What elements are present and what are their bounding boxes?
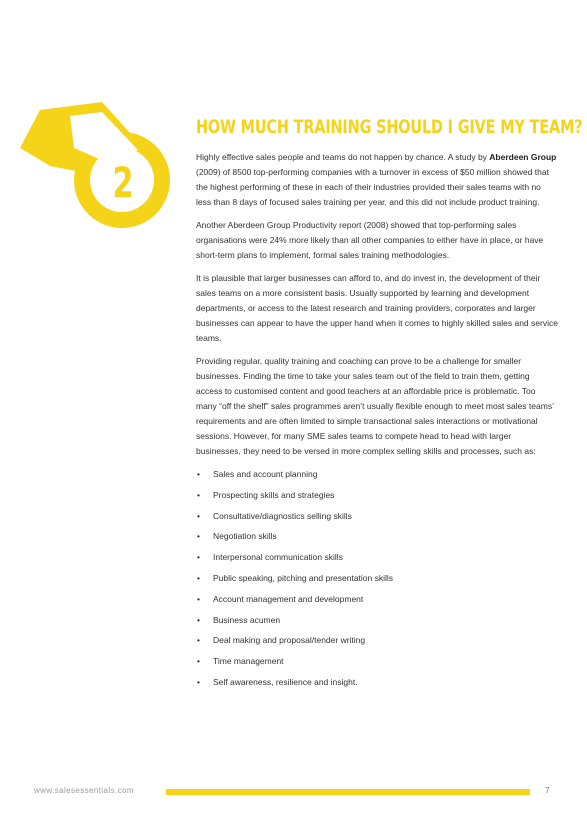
bullet-icon: •: [197, 676, 200, 687]
whistle-icon: [10, 100, 170, 230]
footer-website-link[interactable]: www.salesessentials.com: [34, 786, 134, 795]
section-heading: HOW MUCH TRAINING SHOULD I GIVE MY TEAM?: [196, 117, 583, 138]
bullet-icon: •: [197, 656, 200, 667]
step-number: 2: [112, 157, 134, 208]
list-item: • Prospecting skills and strategies: [196, 488, 558, 509]
paragraph: It is plausible that larger businesses can afford to, and do invest in, the development of their sales teams on a more consistent basis. Usually supported by learning and development departments, or access to the latest research and training providers, corporates and larger businesses can appear to have the upper hand when it comes to highly skilled sales and service teams.: [196, 273, 558, 343]
list-item: • Time management: [196, 654, 558, 675]
list-item: • Business acumen: [196, 613, 558, 634]
list-item: • Public speaking, pitching and presentation skills: [196, 571, 558, 592]
bullet-icon: •: [197, 593, 200, 604]
bullet-icon: •: [197, 489, 200, 500]
bullet-icon: •: [197, 635, 200, 646]
list-item: • Account management and development: [196, 592, 558, 613]
list-item: • Self awareness, resilience and insight.: [196, 675, 558, 696]
list-item: • Deal making and proposal/tender writing: [196, 633, 558, 654]
bullet-icon: •: [197, 552, 200, 563]
list-item: • Sales and account planning: [196, 467, 558, 488]
bullet-icon: •: [197, 469, 200, 479]
page-number: 7: [545, 786, 550, 795]
body-content: [196, 150, 558, 696]
bullet-icon: •: [197, 614, 200, 625]
list-item: • Interpersonal communication skills: [196, 550, 558, 571]
bullet-icon: •: [197, 572, 200, 583]
aberdeen-group-bold: Aberdeen Group: [489, 152, 557, 162]
footer-divider-bar: [166, 789, 530, 795]
paragraph: Highly effective sales people and teams do not happen by chance. A study by Aberdeen Group (2009) of 8500 top-performing companies with a turnover in excess of $50 million showed that the highest performing of these in each of their industries provided their sales teams with no less than 8 days of focused sales training per year, and this did not include product training.: [196, 152, 557, 207]
list-item: • Negotiation skills: [196, 529, 558, 550]
paragraph: Providing regular, quality training and coaching can prove to be a challenge for smaller businesses. Finding the time to take your sales team out of the field to train them, getting access to customised content and good teachers at an affordable price is problematic. Too many “off the shelf” sales programmes aren’t usually flexible enough to meet most sales teams’ requirements and are often limited to simple transactional sales interactions or motivational sessions. However, for many SME sales teams to compete head to head with larger businesses, they need to be versed in more complex selling skills and processes, such as:: [196, 356, 554, 456]
bullet-icon: •: [197, 531, 200, 542]
list-item: • Consultative/diagnostics selling skills: [196, 509, 558, 530]
bullet-icon: •: [197, 510, 200, 521]
paragraph: Another Aberdeen Group Productivity report (2008) showed that top-performing sales organisations were 24% more likely than all other companies to either have in place, or have short-term plans to implement, formal sales training methodologies.: [196, 220, 544, 260]
skills-list: [196, 467, 558, 696]
